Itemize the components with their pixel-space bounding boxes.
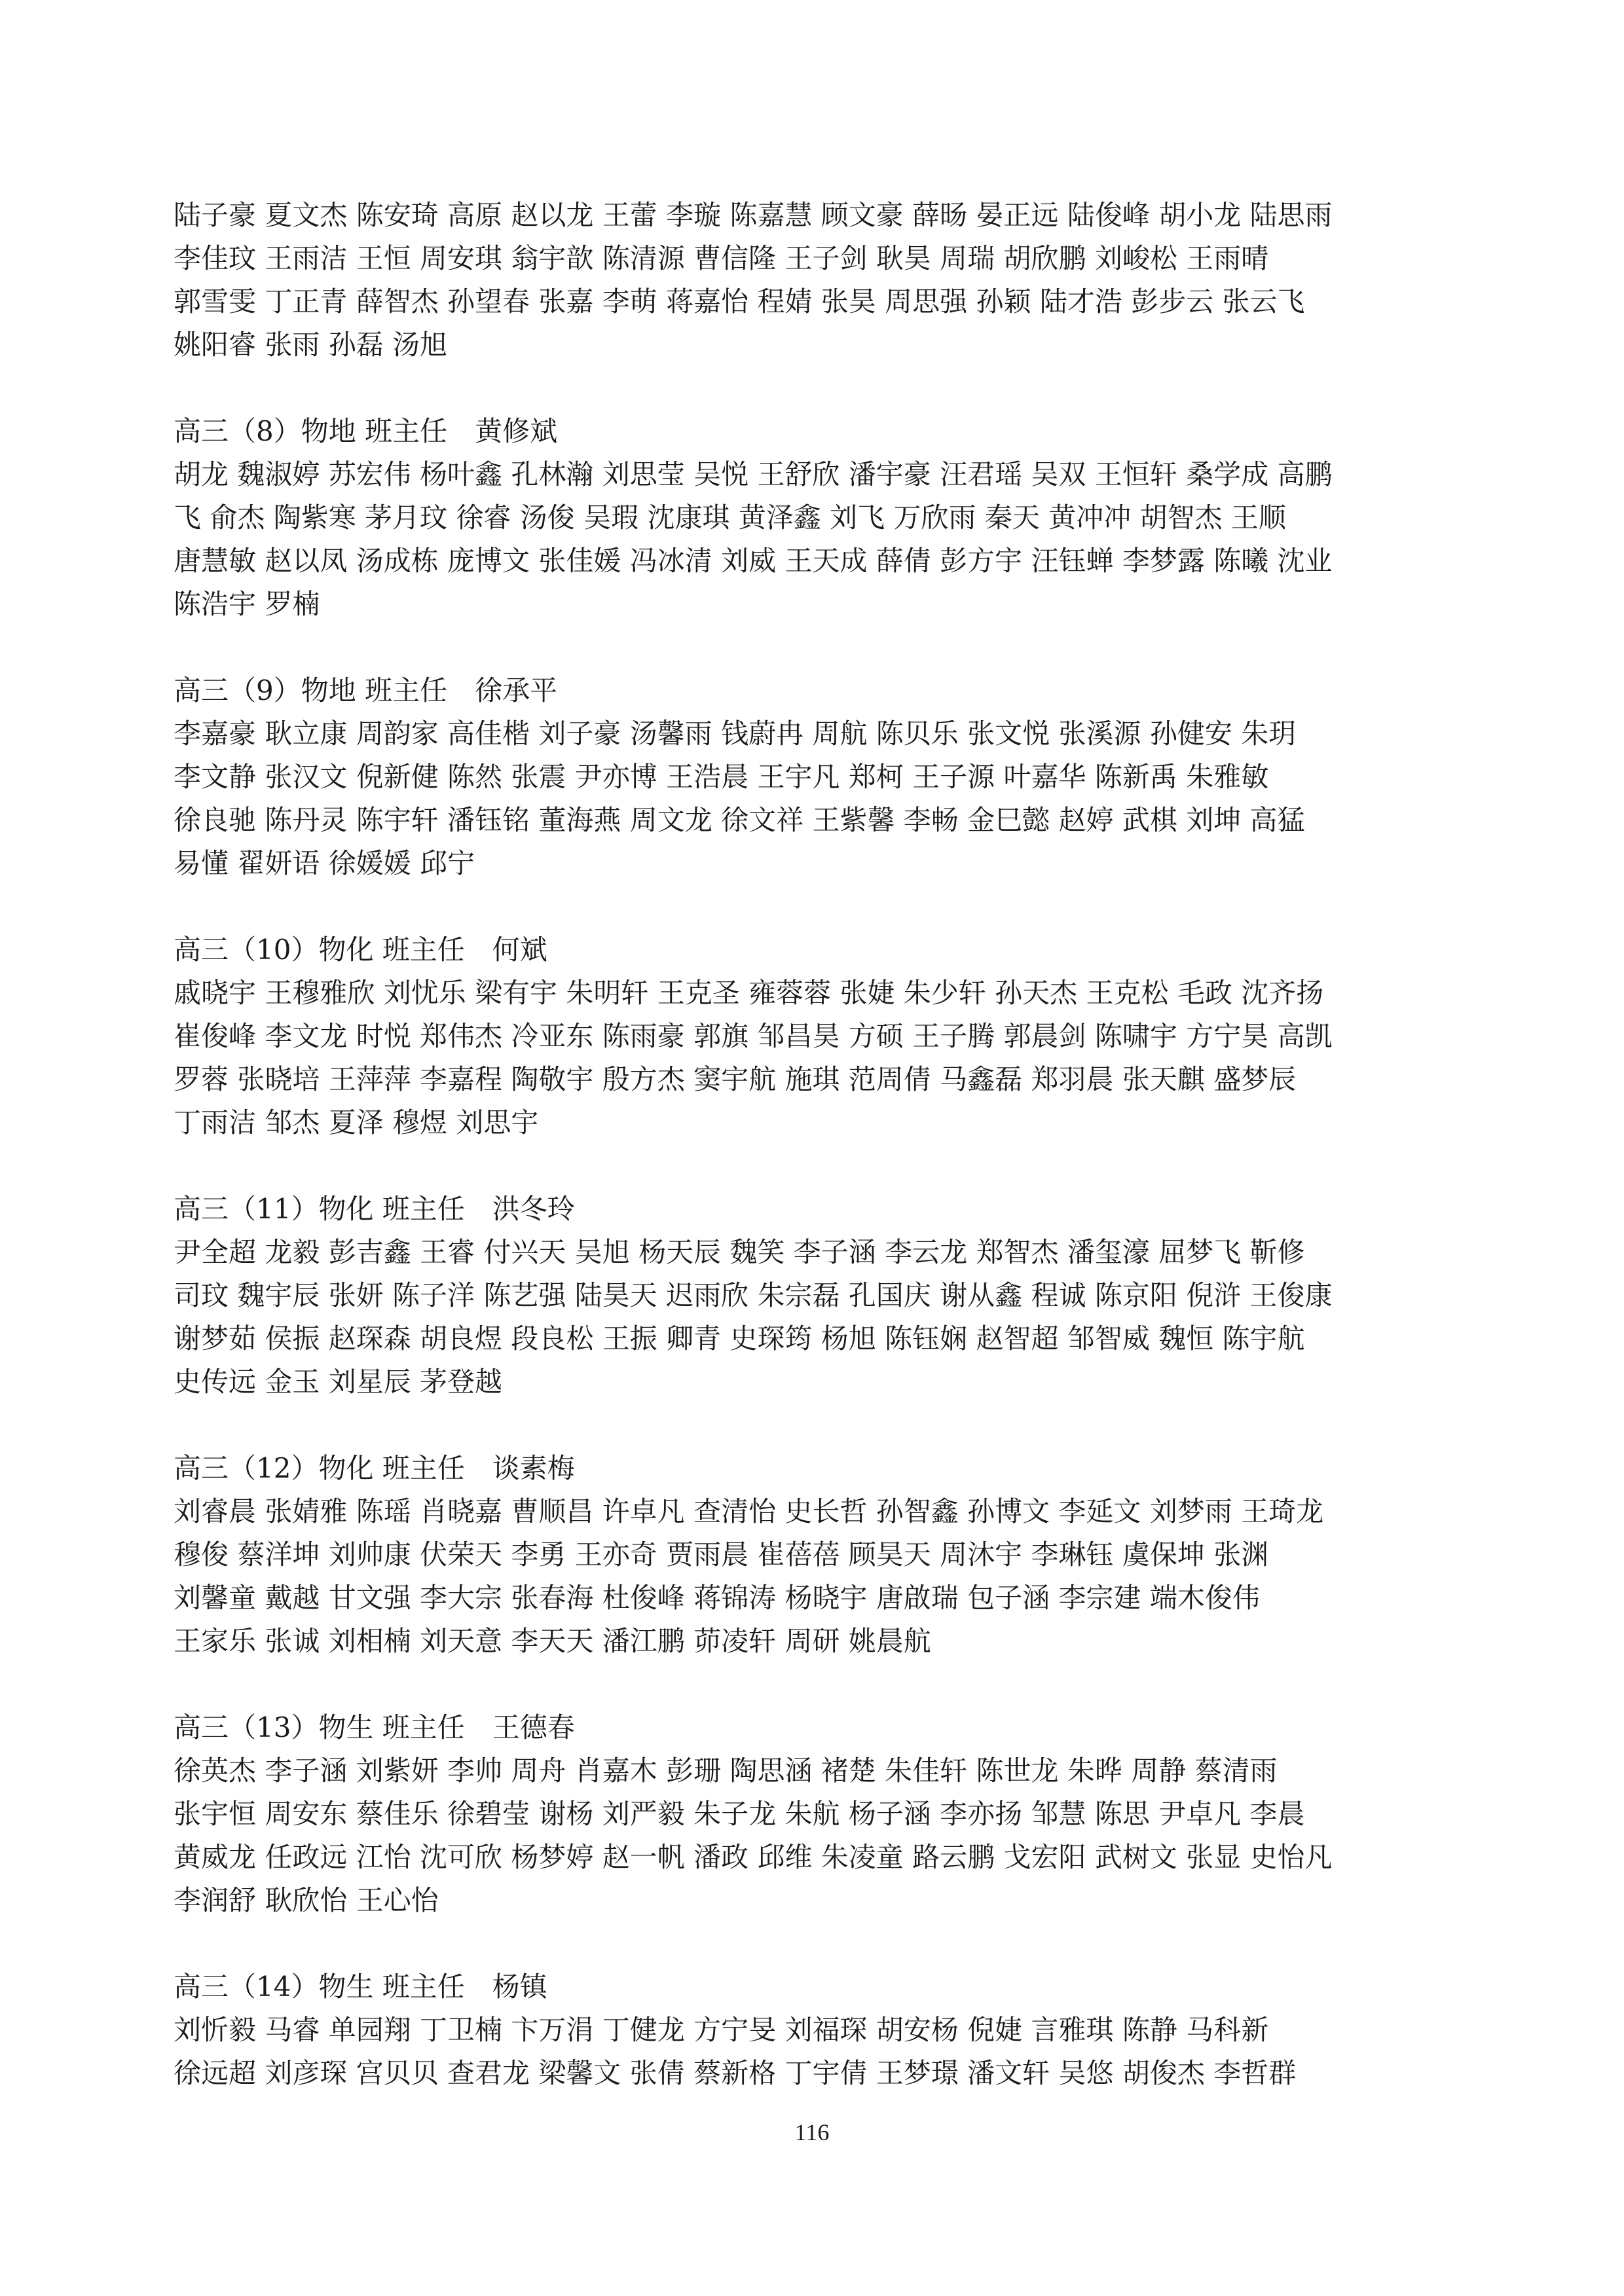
student-name-line: 李文静 张汉文 倪新健 陈然 张震 尹亦博 王浩晨 王宇凡 郑柯 王子源 叶嘉华 陈新禹 朱雅敏: [174, 761, 1269, 793]
student-name-line: 徐良驰 陈丹灵 陈宇轩 潘钰铭 董海燕 周文龙 徐文祥 王紫馨 李畅 金巳懿 赵婷 武棋 刘坤 高猛: [174, 804, 1305, 836]
student-name-line: 丁雨洁 邹杰 夏泽 穆煜 刘思宇: [174, 1106, 539, 1139]
student-name-line: 郭雪雯 丁正青 薛智杰 孙望春 张嘉 李萌 蒋嘉怡 程婧 张昊 周思强 孙颖 陆才浩 彭步云 张云飞: [174, 285, 1305, 318]
student-name-line: 史传远 金玉 刘星辰 茅登越: [174, 1366, 503, 1398]
student-name-line: 李嘉豪 耿立康 周韵家 高佳楷 刘子豪 汤馨雨 钱蔚冉 周航 陈贝乐 张文悦 张溪源 孙健安 朱玥: [174, 718, 1297, 750]
student-name-line: 黄威龙 任政远 江怡 沈可欣 杨梦婷 赵一帆 潘政 邱维 朱凌童 路云鹏 戈宏阳 武树文 张显 史怡凡: [174, 1841, 1333, 1873]
class-heading: 高三（8）物地 班主任 黄修斌: [174, 415, 558, 447]
paragraph-gap: [174, 1663, 1467, 1706]
student-name-line: 唐慧敏 赵以凤 汤成栋 庞博文 张佳媛 冯冰清 刘威 王天成 薛倩 彭方宇 汪钰蝉 李梦露 陈曦 沈业: [174, 545, 1333, 577]
student-name-line: 罗蓉 张晓培 王萍萍 李嘉程 陶敬宇 殷方杰 窦宇航 施琪 范周倩 马鑫磊 郑羽晨 张天麒 盛梦辰: [174, 1063, 1297, 1095]
class-heading: 高三（12）物化 班主任 谈素梅: [174, 1452, 575, 1484]
student-name-line: 胡龙 魏淑婷 苏宏伟 杨叶鑫 孔林瀚 刘思莹 吴悦 王舒欣 潘宇豪 汪君瑶 吴双 王恒轩 桑学成 高鹏: [174, 458, 1333, 490]
class-heading: 高三（9）物地 班主任 徐承平: [174, 674, 558, 706]
student-name-line: 陆子豪 夏文杰 陈安琦 高原 赵以龙 王蕾 李璇 陈嘉慧 顾文豪 薛旸 晏正远 陆俊峰 胡小龙 陆思雨: [174, 199, 1333, 231]
student-name-line: 易懂 翟妍语 徐媛媛 邱宁: [174, 847, 475, 879]
student-name-line: 穆俊 蔡洋坤 刘帅康 伏荣天 李勇 王亦奇 贾雨晨 崔蓓蓓 顾昊天 周沐宇 李琳钰 虞保坤 张渊: [174, 1539, 1269, 1571]
student-name-line: 王家乐 张诚 刘相楠 刘天意 李天天 潘江鹏 茆凌轩 周研 姚晨航: [174, 1625, 931, 1657]
student-name-line: 司玟 魏宇辰 张妍 陈子洋 陈艺强 陆昊天 迟雨欣 朱宗磊 孔国庆 谢从鑫 程诚 陈京阳 倪浒 王俊康: [174, 1279, 1333, 1311]
class-heading: 高三（10）物化 班主任 何斌: [174, 934, 547, 966]
class-heading: 高三（14）物生 班主任 杨镇: [174, 1971, 547, 2003]
paragraph-gap: [174, 626, 1467, 669]
student-name-line: 李润舒 耿欣怡 王心怡: [174, 1884, 439, 1916]
student-name-line: 陈浩宇 罗楠: [174, 588, 320, 620]
paragraph-gap: [174, 1404, 1467, 1447]
student-name-line: 刘馨童 戴越 甘文强 李大宗 张春海 杜俊峰 蒋锦涛 杨晓宇 唐啟瑞 包子涵 李宗建 端木俊伟: [174, 1582, 1260, 1614]
class-heading: 高三（11）物化 班主任 洪冬玲: [174, 1193, 575, 1225]
paragraph-gap: [174, 367, 1467, 410]
paragraph-gap: [174, 1144, 1467, 1188]
student-name-line: 谢梦茹 侯振 赵琛森 胡良煜 段良松 王振 卿青 史琛筠 杨旭 陈钰娴 赵智超 邹智威 魏恒 陈宇航: [174, 1322, 1305, 1355]
student-name-line: 刘睿晨 张婧雅 陈瑶 肖晓嘉 曹顺昌 许卓凡 查清怡 史长哲 孙智鑫 孙博文 李延文 刘梦雨 王琦龙: [174, 1495, 1324, 1527]
class-heading: 高三（13）物生 班主任 王德春: [174, 1711, 575, 1743]
student-name-line: 徐远超 刘彦琛 宫贝贝 查君龙 梁馨文 张倩 蔡新格 丁宇倩 王梦璟 潘文轩 吴悠 胡俊杰 李哲群: [174, 2057, 1297, 2089]
paragraph-gap: [174, 1922, 1467, 1965]
paragraph-gap: [174, 885, 1467, 928]
student-name-line: 戚晓宇 王穆雅欣 刘忧乐 梁有宇 朱明轩 王克圣 雍蓉蓉 张婕 朱少轩 孙天杰 王克松 毛政 沈齐扬: [174, 977, 1324, 1009]
student-name-line: 飞 俞杰 陶紫寒 茅月玟 徐睿 汤俊 吴瑕 沈康琪 黄泽鑫 刘飞 万欣雨 秦天 黄冲冲 胡智杰 王顺: [174, 501, 1286, 534]
student-name-line: 张宇恒 周安东 蔡佳乐 徐碧莹 谢杨 刘严毅 朱子龙 朱航 杨子涵 李亦扬 邹慧 陈思 尹卓凡 李晨: [174, 1798, 1305, 1830]
student-name-line: 姚阳睿 张雨 孙磊 汤旭: [174, 329, 448, 361]
student-name-line: 李佳玟 王雨洁 王恒 周安琪 翁宇歆 陈清源 曹信隆 王子剑 耿昊 周瑞 胡欣鹏 刘峻松 王雨晴: [174, 242, 1269, 274]
student-name-line: 徐英杰 李子涵 刘紫妍 李帅 周舟 肖嘉木 彭珊 陶思涵 褚楚 朱佳轩 陈世龙 朱晔 周静 蔡清雨: [174, 1755, 1278, 1787]
student-name-line: 崔俊峰 李文龙 时悦 郑伟杰 冷亚东 陈雨豪 郭旗 邹昌昊 方硕 王子腾 郭晨剑 陈啸宇 方宁昊 高凯: [174, 1020, 1333, 1052]
student-name-line: 刘忻毅 马睿 单园翔 丁卫楠 卞万涓 丁健龙 方宁旻 刘福琛 胡安杨 倪婕 言雅琪 陈静 马科新: [174, 2014, 1269, 2046]
document-body: [174, 194, 1467, 2095]
page-number: 116: [794, 2119, 830, 2145]
student-name-line: 尹全超 龙毅 彭吉鑫 王睿 付兴天 吴旭 杨天辰 魏笑 李子涵 李云龙 郑智杰 潘玺濠 屈梦飞 靳修: [174, 1236, 1305, 1268]
